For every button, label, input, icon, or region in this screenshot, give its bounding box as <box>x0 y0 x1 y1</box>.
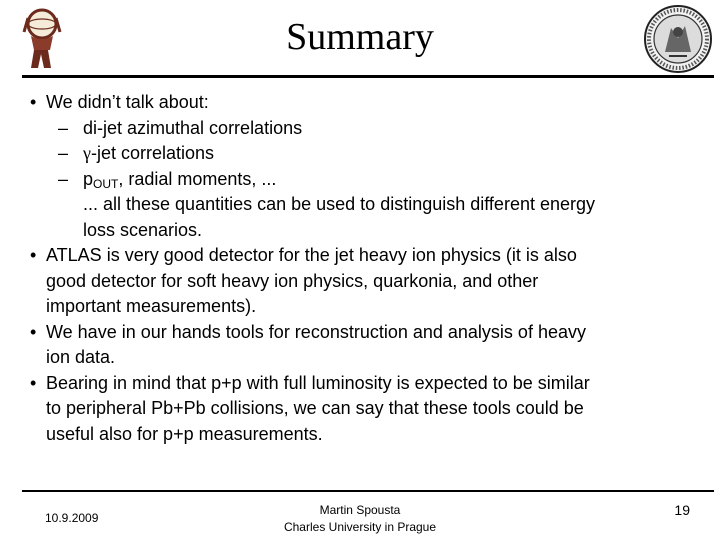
bullet-atlas-detector: • ATLAS is very good detector for the jet heavy ion physics (it is also good detector for soft heavy ion physics, quarkonia, and other important measurements). <box>30 245 577 316</box>
dash-mark: – <box>58 168 69 189</box>
gamma-symbol: γ <box>83 143 91 163</box>
bullet-mark: • <box>30 245 37 265</box>
bullet-mark: • <box>30 92 37 112</box>
slide-title: Summary <box>286 16 434 58</box>
sub-bullet-dijet: – di-jet azimuthal correlations <box>0 116 673 142</box>
footer-author-block <box>260 502 460 536</box>
footer-date: 10.9.2009 <box>45 511 99 525</box>
sub-bullet-gamma-jet: – γ-jet correlations <box>0 141 673 167</box>
dash-mark: – <box>58 143 69 163</box>
slide-body <box>0 90 720 447</box>
footer-divider <box>22 490 714 492</box>
dash-mark: – <box>58 117 69 138</box>
sub-bullet-pout: – $p_{OUT}$, radial moments, ... ... all these quantities can be used to distinguish different energy loss scenarios. <box>58 168 595 240</box>
bullet-mark: • <box>30 372 37 393</box>
title-divider <box>22 75 714 78</box>
page-number: 19 <box>674 502 690 518</box>
bullet-tools: • We have in our hands tools for reconstruction and analysis of heavy ion data. <box>30 321 586 367</box>
bullet-pp-collisions: • Bearing in mind that p+p with full luminosity is expected to be similar to peripheral Pb+Pb collisions, we can say that these tools could be useful also for p+p measurements. <box>30 372 590 444</box>
footer-author: Martin Spousta <box>319 503 401 517</box>
footer-affiliation: Charles University in Prague <box>283 520 437 534</box>
bullet-topics-not-covered: • We didn’t talk about: <box>0 90 666 116</box>
university-seal-icon <box>643 4 713 74</box>
atlas-logo <box>17 6 67 70</box>
bullet-mark: • <box>30 321 37 342</box>
